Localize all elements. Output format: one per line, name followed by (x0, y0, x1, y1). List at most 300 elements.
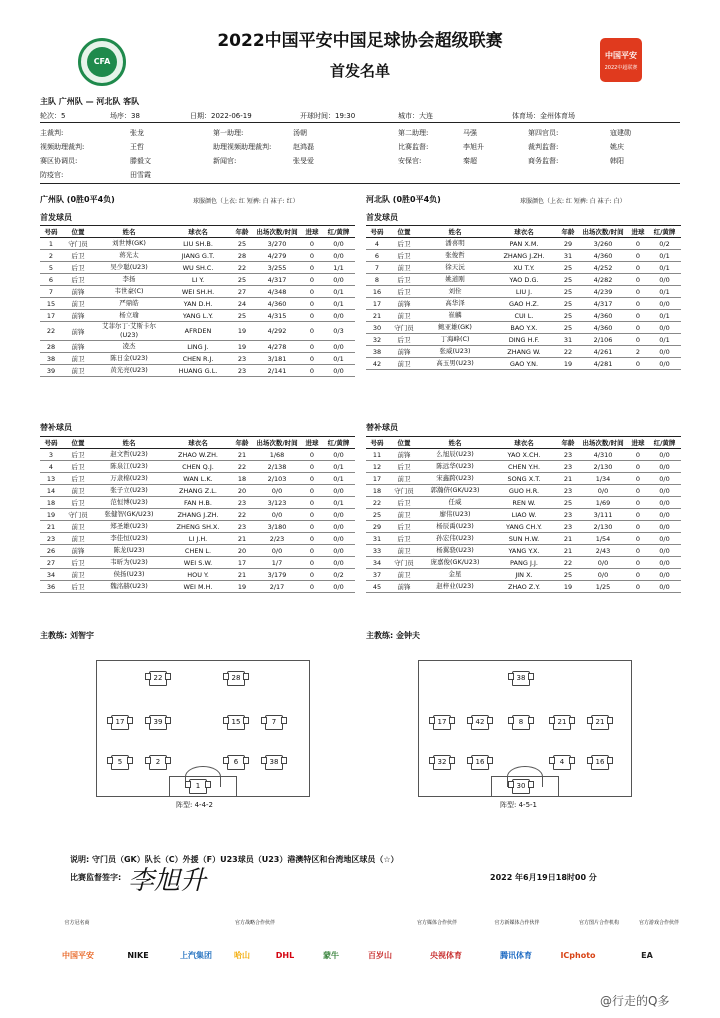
table-cell: 38 (40, 353, 62, 365)
table-cell: 1/54 (578, 533, 628, 545)
table-cell: 0 (628, 358, 648, 370)
match-teams: 主队 广州队 — 河北队 客队 (40, 97, 140, 106)
table-cell: YANG L.Y. (164, 310, 232, 322)
table-cell: 0 (302, 569, 322, 581)
table-cell: 2/130 (578, 461, 628, 473)
table-cell: YAN D.H. (164, 298, 232, 310)
table-cell: 前卫 (388, 509, 420, 521)
table-cell: 31 (558, 334, 578, 346)
table-cell: 郑圣雄(U23) (94, 521, 164, 533)
table-cell: 张俊哲 (420, 250, 490, 262)
table-cell: 0/0 (322, 310, 355, 322)
table-cell: 4/315 (252, 310, 302, 322)
table-cell: 0/1 (322, 286, 355, 298)
table-cell: 2/141 (252, 365, 302, 377)
table-cell: 0 (628, 533, 648, 545)
table-cell: 前卫 (388, 473, 420, 485)
official-name: 王哲 (130, 143, 144, 151)
table-cell: 2/130 (578, 521, 628, 533)
player-shirt-icon: 32 (433, 755, 451, 770)
table-cell: 4/360 (578, 310, 628, 322)
table-cell: 0 (628, 262, 648, 274)
table-cell: 0/0 (322, 449, 355, 461)
table-row (40, 521, 355, 533)
table-cell: 0 (628, 286, 648, 298)
table-cell: 侯扬(U23) (94, 569, 164, 581)
table-cell: 0/0 (648, 521, 681, 533)
table-cell: 3/179 (252, 569, 302, 581)
table-cell: 前卫 (62, 365, 94, 377)
table-cell: 0 (302, 473, 322, 485)
table-row (366, 569, 681, 581)
table-cell: 32 (366, 334, 388, 346)
table-cell: 0 (302, 449, 322, 461)
table-cell: 前锋 (62, 545, 94, 557)
table-cell: 0 (302, 298, 322, 310)
table-cell: 凌杰 (94, 341, 164, 353)
table-cell: 0 (628, 497, 648, 509)
column-header: 年龄 (232, 226, 252, 238)
table-cell: 0/1 (648, 262, 681, 274)
table-cell: CHEN L. (164, 545, 232, 557)
table-cell: YANG CH.Y. (490, 521, 558, 533)
table-cell: 0/1 (322, 461, 355, 473)
player-shirt-icon: 7 (265, 715, 283, 730)
column-header: 姓名 (94, 226, 164, 238)
column-header: 红/黄牌 (322, 226, 355, 238)
csl-logo: 中国平安 2022中超联赛 (600, 38, 642, 82)
table-row (40, 485, 355, 497)
away-starters-table (366, 225, 681, 370)
table-cell: 前卫 (388, 358, 420, 370)
table-cell: 后卫 (62, 497, 94, 509)
table-row (366, 581, 681, 593)
table-row (40, 569, 355, 581)
table-cell: 8 (366, 274, 388, 286)
player-shirt-icon: 6 (227, 755, 245, 770)
table-cell: 18 (232, 473, 252, 485)
sign-label: 比赛监督签字: (70, 873, 122, 882)
official-name: 李旭升 (463, 143, 484, 151)
table-row (40, 449, 355, 461)
table-cell: 36 (40, 581, 62, 593)
table-cell: 黄光亮(U23) (94, 365, 164, 377)
table-cell: PAN X.M. (490, 238, 558, 250)
table-cell: 0/0 (322, 485, 355, 497)
table-cell: LI Y. (164, 274, 232, 286)
home-starters-table (40, 225, 355, 377)
sponsor-logo: 上汽集团 (180, 951, 212, 960)
table-cell: 后卫 (388, 521, 420, 533)
player-shirt-icon: 42 (471, 715, 489, 730)
table-row (366, 449, 681, 461)
table-row (40, 497, 355, 509)
supervisor-signature: 李旭升 (128, 866, 207, 896)
table-cell: 0 (628, 449, 648, 461)
table-cell: 0/1 (322, 473, 355, 485)
table-cell: 0/1 (648, 310, 681, 322)
table-row (366, 509, 681, 521)
table-cell: 3 (40, 449, 62, 461)
player-shirt-icon: 16 (471, 755, 489, 770)
table-cell: 20 (232, 485, 252, 497)
table-cell: 前卫 (388, 545, 420, 557)
table-cell: 0 (628, 545, 648, 557)
table-row (40, 322, 355, 341)
table-cell: 吴少聪(U23) (94, 262, 164, 274)
table-cell: ZHANG W. (490, 346, 558, 358)
table-cell: 0/0 (322, 533, 355, 545)
table-cell: 0 (302, 557, 322, 569)
table-cell: 30 (366, 322, 388, 334)
table-cell: 22 (558, 346, 578, 358)
table-cell: 0 (302, 509, 322, 521)
table-cell: 后卫 (388, 461, 420, 473)
sponsor-category: 官方图片合作机构 (578, 920, 619, 926)
table-cell: 后卫 (388, 250, 420, 262)
table-cell: CHEN R.J. (164, 353, 232, 365)
table-cell: 0/0 (252, 545, 302, 557)
table-cell: 廖伟(U23) (420, 509, 490, 521)
table-cell: 庞嘉俊(GK/U23) (420, 557, 490, 569)
table-cell: 0/0 (648, 557, 681, 569)
table-cell: 任威 (420, 497, 490, 509)
column-header: 红/黄牌 (322, 437, 355, 449)
table-cell: 21 (366, 310, 388, 322)
home-subs-label: 替补球员 (40, 423, 72, 432)
table-cell: 0 (302, 262, 322, 274)
table-cell: 守门员 (388, 557, 420, 569)
table-cell: HOU Y. (164, 569, 232, 581)
table-cell: 0 (302, 238, 322, 250)
table-cell: 24 (232, 298, 252, 310)
column-header: 进球 (302, 437, 322, 449)
table-cell: REN W. (490, 497, 558, 509)
table-cell: 后卫 (388, 238, 420, 250)
table-row (40, 286, 355, 298)
table-cell: 23 (558, 449, 578, 461)
table-cell: 22 (232, 509, 252, 521)
table-cell: 23 (558, 521, 578, 533)
sponsor-category: 官方冠名商 (64, 920, 90, 926)
table-cell: 0 (302, 461, 322, 473)
player-shirt-icon: 21 (553, 715, 571, 730)
table-cell: 后卫 (388, 497, 420, 509)
table-cell: 4/282 (578, 274, 628, 286)
table-cell: 4/360 (578, 322, 628, 334)
official-role: 第二助理: (398, 129, 429, 137)
official-name: 马强 (463, 129, 477, 137)
table-cell: CHEN Y.H. (490, 461, 558, 473)
stadium: 体育场：金州体育场 (512, 112, 575, 120)
table-cell: 23 (558, 461, 578, 473)
table-cell: JIANG G.T. (164, 250, 232, 262)
table-cell: 4/261 (578, 346, 628, 358)
table-cell: 张威(U23) (420, 346, 490, 358)
column-header: 出场次数/时间 (252, 437, 302, 449)
official-role: 第四官员: (528, 129, 559, 137)
table-cell: 后卫 (62, 274, 94, 286)
table-row (366, 485, 681, 497)
table-cell: 2/43 (578, 545, 628, 557)
table-cell: 22 (232, 262, 252, 274)
table-row (366, 473, 681, 485)
table-cell: 后卫 (62, 581, 94, 593)
table-cell: 张健智(GK/U23) (94, 509, 164, 521)
player-shirt-icon: 1 (189, 779, 207, 794)
table-cell: 28 (40, 341, 62, 353)
table-cell: 前卫 (388, 262, 420, 274)
table-cell: 0/0 (648, 533, 681, 545)
player-shirt-icon: 38 (265, 755, 283, 770)
official-name: 秦超 (463, 157, 477, 165)
away-formation: 阵型: 4-5-1 (500, 801, 537, 809)
player-shirt-icon: 28 (227, 671, 245, 686)
player-shirt-icon: 5 (111, 755, 129, 770)
table-cell: 23 (558, 485, 578, 497)
table-row (40, 545, 355, 557)
page-title: 2022中国平安中国足球协会超级联赛 (217, 31, 503, 51)
column-header: 出场次数/时间 (578, 226, 628, 238)
table-cell: 25 (232, 310, 252, 322)
table-cell: 0 (628, 557, 648, 569)
table-cell: 27 (40, 557, 62, 569)
table-cell: 23 (232, 521, 252, 533)
round: 轮次：5 (40, 112, 66, 120)
table-cell: 后卫 (388, 533, 420, 545)
table-cell: 赵梓业(U23) (420, 581, 490, 593)
table-row (40, 461, 355, 473)
table-cell: 5 (40, 262, 62, 274)
table-cell: 守门员 (388, 485, 420, 497)
column-header: 年龄 (558, 226, 578, 238)
official-name: 韩阳 (610, 157, 624, 165)
table-row (366, 250, 681, 262)
sponsor-logo: 哈山 (234, 951, 250, 960)
table-cell: 21 (232, 533, 252, 545)
table-cell: CUI L. (490, 310, 558, 322)
table-row (366, 334, 681, 346)
table-cell: 17 (366, 298, 388, 310)
table-cell: 陈日金(U23) (94, 353, 164, 365)
sponsor-logo: NIKE (127, 951, 149, 960)
table-cell: 21 (232, 449, 252, 461)
player-shirt-icon: 16 (591, 755, 609, 770)
table-cell: WEI M.H. (164, 581, 232, 593)
table-cell: 1/69 (578, 497, 628, 509)
table-cell: 0/0 (648, 473, 681, 485)
table-cell: 赵文哲(U23) (94, 449, 164, 461)
table-cell: 0 (628, 569, 648, 581)
table-cell: 2/138 (252, 461, 302, 473)
table-row (40, 238, 355, 250)
away-subs-label: 替补球员 (366, 423, 398, 432)
home-subs-table (40, 436, 355, 593)
official-role: 安保官: (398, 157, 422, 165)
official-role: 助理视频助理裁判: (213, 143, 272, 151)
table-cell: WEI S.W. (164, 557, 232, 569)
match-date: 日期：2022-06-19 (190, 112, 252, 120)
page-subtitle: 首发名单 (329, 62, 390, 80)
table-cell: 0/0 (322, 509, 355, 521)
table-cell: 前锋 (62, 322, 94, 341)
table-cell: 3/181 (252, 353, 302, 365)
table-cell: 严鼎皓 (94, 298, 164, 310)
table-cell: 3/180 (252, 521, 302, 533)
table-cell: 1/68 (252, 449, 302, 461)
table-cell: 潘喜明 (420, 238, 490, 250)
column-header: 位置 (388, 226, 420, 238)
table-cell: 4/360 (252, 298, 302, 310)
table-cell: 宋鑫跨(U23) (420, 473, 490, 485)
official-name: 张龙 (130, 129, 144, 137)
table-cell: DING H.F. (490, 334, 558, 346)
player-shirt-icon: 15 (227, 715, 245, 730)
table-cell: 0/0 (648, 274, 681, 286)
official-name: 张旻爱 (293, 157, 314, 165)
table-cell: 0 (302, 497, 322, 509)
table-row (40, 341, 355, 353)
table-cell: 25 (558, 262, 578, 274)
away-coach: 主教练: 金钟夫 (366, 631, 420, 640)
table-cell: 0 (302, 533, 322, 545)
table-cell: 前锋 (388, 298, 420, 310)
table-cell: JIN X. (490, 569, 558, 581)
table-cell: 23 (232, 365, 252, 377)
table-cell: 魏洺赫(U23) (94, 581, 164, 593)
match-no: 场序：38 (110, 112, 140, 120)
player-shirt-icon: 22 (149, 671, 167, 686)
table-cell: 4/310 (578, 449, 628, 461)
cfa-logo: CFA (78, 38, 126, 86)
table-cell: 陈泉江(U23) (94, 461, 164, 473)
sponsor-category: 官方游戏合作伙伴 (638, 920, 679, 926)
table-cell: 4/279 (252, 250, 302, 262)
official-role: 商务监督: (528, 157, 559, 165)
column-header: 位置 (388, 437, 420, 449)
table-cell: 郭瀚侪(GK/U23) (420, 485, 490, 497)
table-cell: 0 (302, 545, 322, 557)
table-cell: 0/1 (648, 286, 681, 298)
table-cell: 0 (302, 353, 322, 365)
player-shirt-icon: 17 (433, 715, 451, 730)
table-cell: LING J. (164, 341, 232, 353)
table-cell: 前锋 (62, 286, 94, 298)
table-cell: 姚道刚 (420, 274, 490, 286)
table-row (40, 353, 355, 365)
table-cell: 19 (232, 581, 252, 593)
table-cell: 23 (558, 509, 578, 521)
home-formation: 阵型: 4-4-2 (176, 801, 213, 809)
table-cell: 25 (558, 286, 578, 298)
table-cell: 后卫 (388, 286, 420, 298)
table-cell: HUANG G.L. (164, 365, 232, 377)
table-cell: 6 (366, 250, 388, 262)
table-cell: 31 (558, 250, 578, 262)
watermark: @行走的Q多 (600, 994, 670, 1008)
table-row (366, 557, 681, 569)
player-shirt-icon: 30 (512, 779, 530, 794)
table-cell: 0 (628, 581, 648, 593)
table-cell: SUN H.W. (490, 533, 558, 545)
column-header: 号码 (366, 226, 388, 238)
table-row (40, 473, 355, 485)
table-cell: 0 (628, 509, 648, 521)
table-cell: 23 (232, 353, 252, 365)
table-cell: 前卫 (62, 569, 94, 581)
column-header: 号码 (366, 437, 388, 449)
table-cell: 25 (558, 569, 578, 581)
table-cell: 0/0 (648, 346, 681, 358)
table-row (40, 310, 355, 322)
table-cell: 0/1 (648, 250, 681, 262)
table-cell: 0/0 (322, 274, 355, 286)
column-header: 球衣名 (164, 226, 232, 238)
table-cell: 3/270 (252, 238, 302, 250)
player-shirt-icon: 39 (149, 715, 167, 730)
table-cell: 2 (628, 346, 648, 358)
table-cell: LIAO W. (490, 509, 558, 521)
sign-date: 2022 年6月19日18时00 分 (490, 873, 597, 882)
table-cell: 4/281 (578, 358, 628, 370)
table-cell: 25 (232, 274, 252, 286)
table-cell: 0/0 (322, 581, 355, 593)
table-row (366, 346, 681, 358)
column-header: 号码 (40, 226, 62, 238)
table-row (366, 286, 681, 298)
column-header: 号码 (40, 437, 62, 449)
table-cell: 16 (366, 286, 388, 298)
table-cell: 0/0 (648, 581, 681, 593)
table-cell: 0/0 (648, 497, 681, 509)
table-cell: 34 (366, 557, 388, 569)
table-cell: 0/0 (252, 485, 302, 497)
table-cell: 李佳恒(U23) (94, 533, 164, 545)
table-cell: 12 (366, 461, 388, 473)
table-cell: CHEN Q.J. (164, 461, 232, 473)
table-cell: 4/360 (578, 250, 628, 262)
official-role: 新闻官: (213, 157, 237, 165)
table-cell: 刘世博(GK) (94, 238, 164, 250)
table-cell: 2/17 (252, 581, 302, 593)
table-cell: LI J.H. (164, 533, 232, 545)
sponsor-logo: 中国平安 (62, 951, 94, 960)
table-cell: 6 (40, 274, 62, 286)
table-cell: 29 (366, 521, 388, 533)
player-shirt-icon: 38 (512, 671, 530, 686)
table-row (40, 581, 355, 593)
table-cell: YAO X.CH. (490, 449, 558, 461)
table-cell: YAO D.G. (490, 274, 558, 286)
table-cell: 丁海峰(C) (420, 334, 490, 346)
table-cell: 么旭辰(U23) (420, 449, 490, 461)
table-cell: 前卫 (388, 569, 420, 581)
table-row (40, 250, 355, 262)
table-cell: 3/255 (252, 262, 302, 274)
table-cell: 4/292 (252, 322, 302, 341)
official-role: 主裁判: (40, 129, 64, 137)
table-cell: GAO Y.N. (490, 358, 558, 370)
table-cell: 3/260 (578, 238, 628, 250)
table-cell: 0 (628, 461, 648, 473)
table-cell: 孙宏伟(U23) (420, 533, 490, 545)
table-cell: 高华泽 (420, 298, 490, 310)
table-cell: 13 (40, 473, 62, 485)
table-cell: 徐天沅 (420, 262, 490, 274)
table-cell: LIU J. (490, 286, 558, 298)
table-cell: 17 (232, 557, 252, 569)
table-cell: YANG Y.X. (490, 545, 558, 557)
